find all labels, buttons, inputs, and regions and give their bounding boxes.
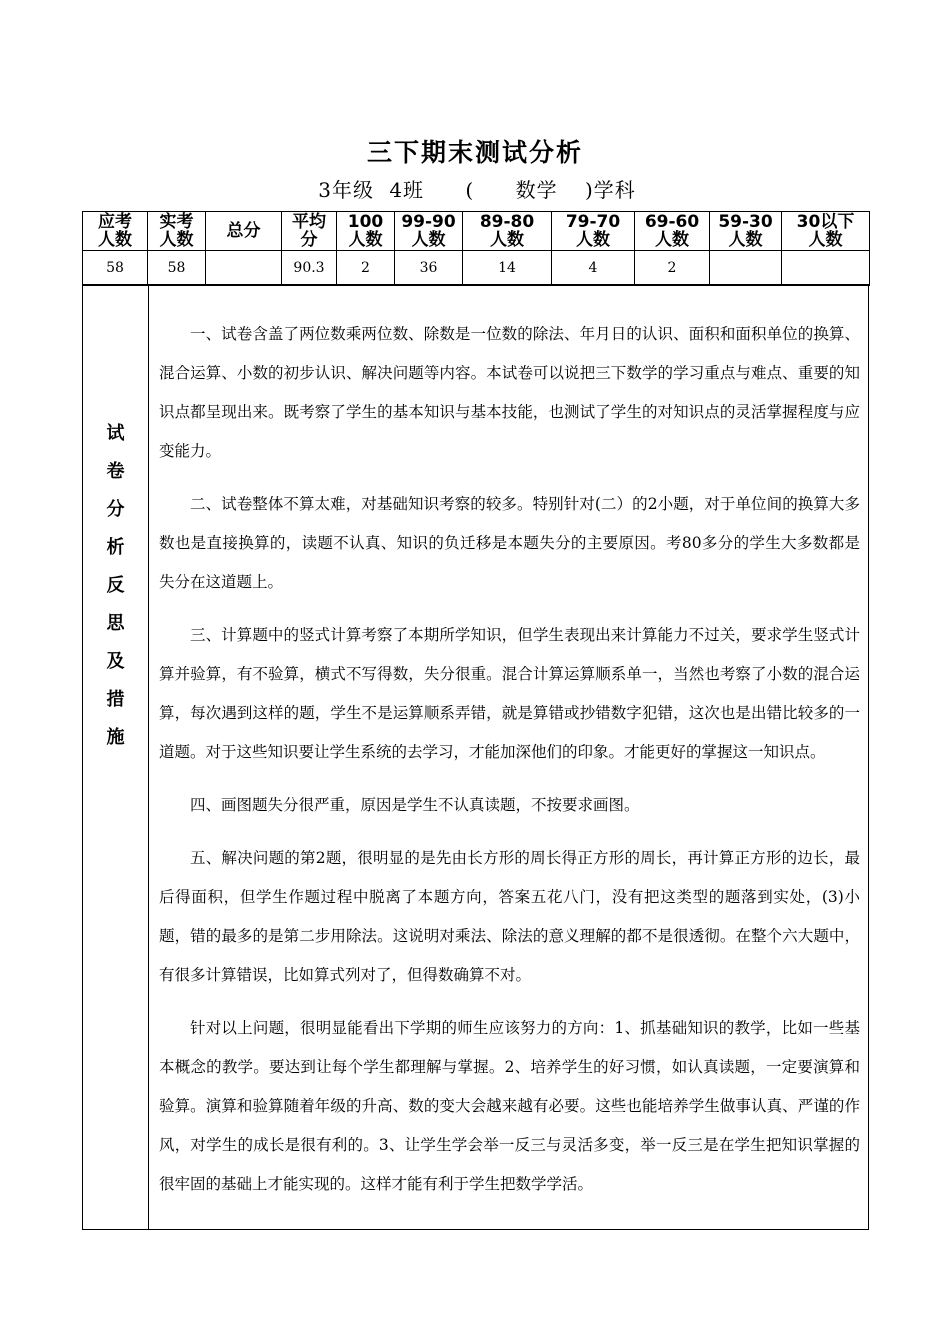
- header-cell: 100 人数: [337, 212, 395, 251]
- grade-label: 3年级: [318, 178, 374, 202]
- analysis-content: [149, 285, 869, 1230]
- value-cell: 2: [635, 251, 710, 286]
- analysis-paragraph: 四、画图题失分很严重，原因是学生不认真读题，不按要求画图。: [190, 796, 640, 814]
- header-cell: 总分: [206, 212, 282, 251]
- header-cell: 实考 人数: [148, 212, 206, 251]
- value-cell: 90.3: [282, 251, 337, 286]
- header-cell: 平均 分: [282, 212, 337, 251]
- subject-label: 数学: [515, 178, 558, 202]
- value-cell: 4: [552, 251, 635, 286]
- analysis-paragraph: 针对以上问题，很明显能看出下学期的师生应该努力的方向：1、抓基础知识的教学，比如一些基本概念的教学。要达到让每个学生都理解与掌握。2、培养学生的好习惯，如认真读题，一定要演算和验算。演算和验算随着年级的升高、数的变大会越来越有必要。这些也能培养学生做事认真、严谨的作风，对学生的成长是很有利的。3、让学生学会举一反三与灵活多变，举一反三是在学生把知识掌握的很牢固的基础上才能实现的。这样才能有利于学生把数学学活。: [159, 1019, 860, 1193]
- header-cell: 30以下 人数: [782, 212, 870, 251]
- paren-open: (: [465, 178, 475, 202]
- header-cell: 89-80 人数: [463, 212, 552, 251]
- score-table-header-row: [83, 212, 870, 251]
- score-table: [82, 211, 870, 286]
- analysis-paragraph: 一、试卷含盖了两位数乘两位数、除数是一位数的除法、年月日的认识、面积和面积单位的换算、混合运算、小数的初步认识、解决问题等内容。本试卷可以说把三下数学的学习重点与难点、重要的知识点都呈现出来。既考察了学生的基本知识与基本技能，也测试了学生的对知识点的灵活掌握程度与应变能力。: [159, 325, 860, 460]
- analysis-paragraph: 五、解决问题的第2题，很明显的是先由长方形的周长得正方形的周长，再计算正方形的边长，最后得面积，但学生作题过程中脱离了本题方向，答案五花八门，没有把这类型的题落到实处，(3)小题，错的最多的是第二步用除法。这说明对乘法、除法的意义理解的都不是很透彻。在整个六大题中，有很多计算错误，比如算式列对了，但得数确算不对。: [159, 849, 860, 984]
- side-label-line: 施: [106, 727, 139, 748]
- class-label: 4班: [389, 178, 425, 202]
- value-cell: 2: [337, 251, 395, 286]
- header-cell: 应考 人数: [83, 212, 148, 251]
- document-subtitle: [0, 174, 950, 203]
- header-cell: 59-30 人数: [710, 212, 782, 251]
- analysis-paragraph: 二、试卷整体不算太难，对基础知识考察的较多。特别针对(二）的2小题，对于单位间的换算大多数也是直接换算的，读题不认真、知识的负迁移是本题失分的主要原因。考80多分的学生大多数都是失分在这道题上。: [159, 495, 860, 591]
- value-cell: [206, 251, 282, 286]
- side-label-line: 试卷: [106, 423, 139, 482]
- score-table-value-row: [83, 251, 870, 286]
- side-label-line: 及措: [106, 651, 139, 710]
- side-label-line: 反思: [106, 575, 139, 634]
- analysis-side-label: [83, 285, 149, 1230]
- header-cell: 69-60 人数: [635, 212, 710, 251]
- header-cell: 79-70 人数: [552, 212, 635, 251]
- value-cell: 58: [148, 251, 206, 286]
- document-title: 三下期末测试分析: [366, 138, 583, 167]
- value-cell: [710, 251, 782, 286]
- value-cell: 14: [463, 251, 552, 286]
- value-cell: [782, 251, 870, 286]
- side-label-line: 分析: [106, 499, 139, 558]
- value-cell: 58: [83, 251, 148, 286]
- analysis-paragraph: 三、计算题中的竖式计算考察了本期所学知识，但学生表现出来计算能力不过关，要求学生竖式计算并验算，有不验算，横式不写得数，失分很重。混合计算运算顺系单一，当然也考察了小数的混合运算，每次遇到这样的题，学生不是运算顺系弄错，就是算错或抄错数字犯错，这次也是出错比较多的一道题。对于这些知识要让学生系统的去学习，才能加深他们的印象。才能更好的掌握这一知识点。: [159, 626, 860, 761]
- analysis-table: [82, 284, 869, 1230]
- subject-suffix: )学科: [584, 178, 636, 202]
- value-cell: 36: [395, 251, 463, 286]
- header-cell: 99-90 人数: [395, 212, 463, 251]
